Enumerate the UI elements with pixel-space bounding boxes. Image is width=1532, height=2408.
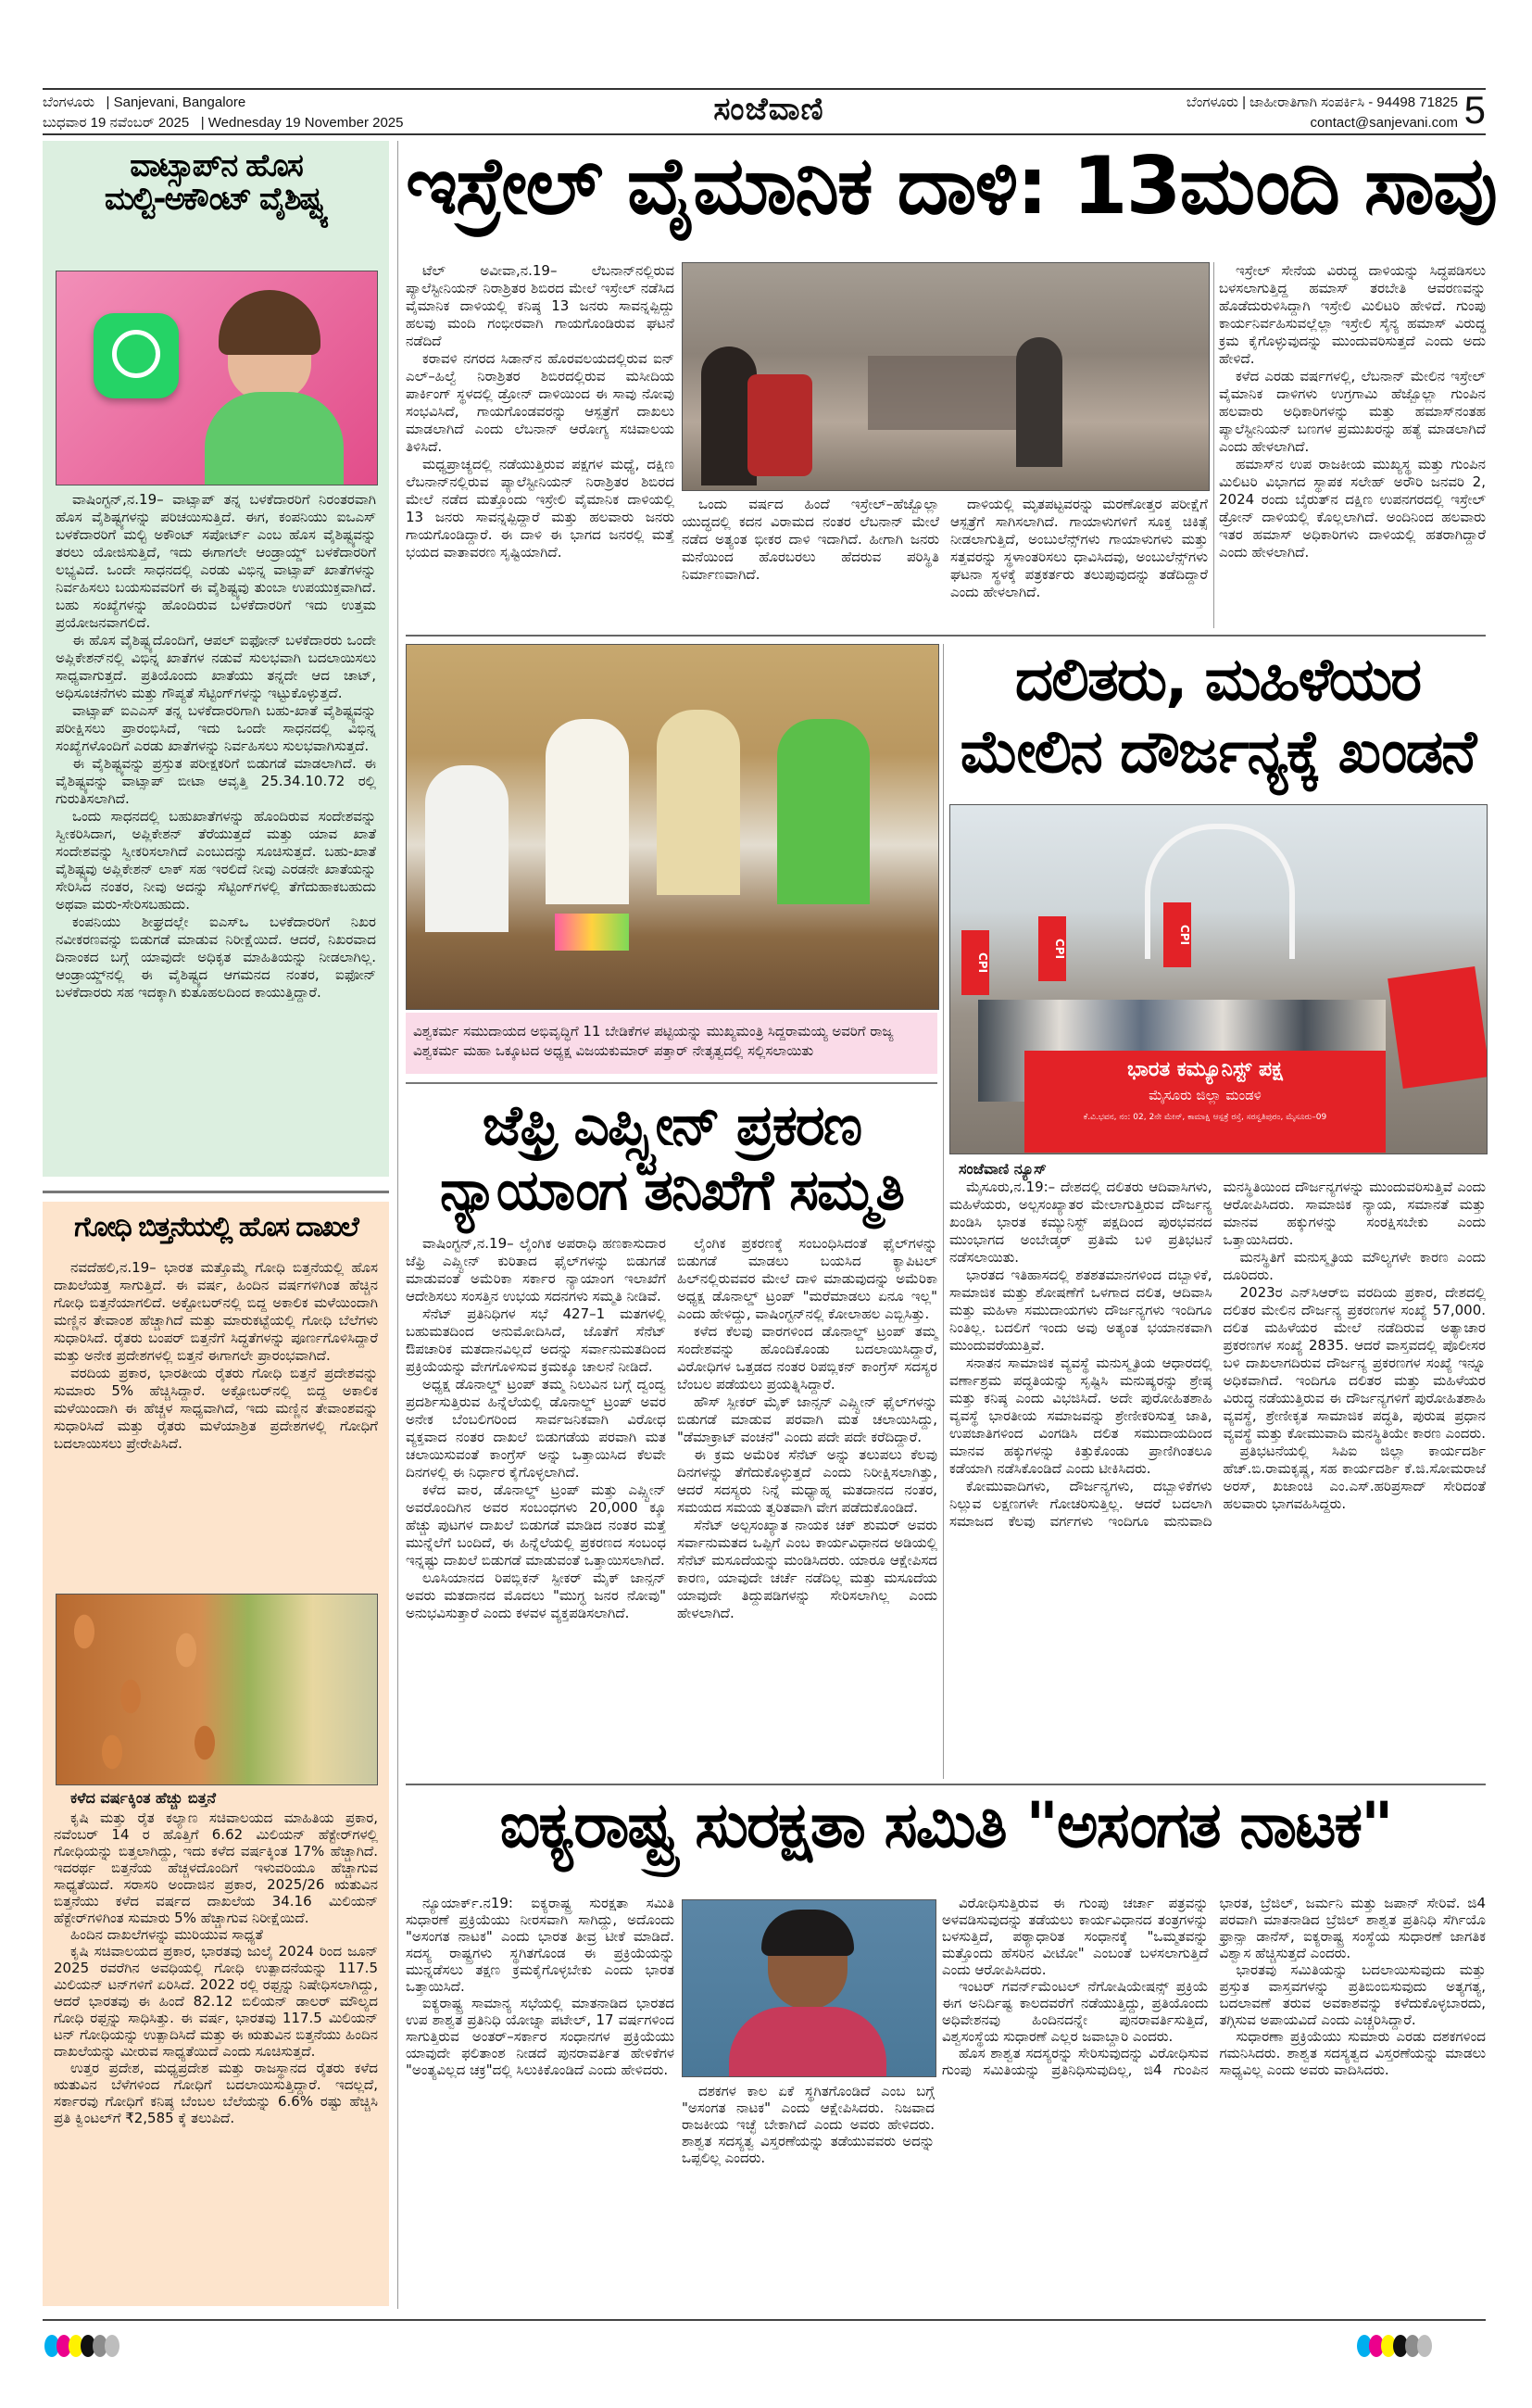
wheat-grain-photo [56, 1594, 378, 1785]
body-paragraph: ಇಂಟರ್ ಗವರ್ನ್‌ಮೆಂಟಲ್ ನೆಗೋಷಿಯೇಷನ್ಸ್ ಪ್ರಕ್ರಿಯೆ ಈಗ ಅನಿರ್ದಿಷ್ಟ ಕಾಲದವರೆಗೆ ನಡೆಯುತ್ತಿದ್ದು, ಪ್ರತಿಯೊಂದು ಅಧಿವೇಶನವು ಹಿಂದಿನದನ್ನೇ ಪುನರಾವರ್ತಿಸುತ್ತಿದೆ, ವಿಶ್ವಸಂಸ್ಥೆಯ ಸುಧಾರಣೆ ಎಲ್ಲರ ಜವಾಬ್ದಾರಿ ಎಂದರು. [942, 1978, 1209, 2045]
israel-rubble-photo [682, 262, 1210, 491]
body-paragraph: ಕಂಪನಿಯು ಶೀಘ್ರದಲ್ಲೇ ಐಎಸ್‌ಒ ಬಳಕೆದಾರರಿಗೆ ನಿಖರ ನವೀಕರಣವನ್ನು ಬಿಡುಗಡೆ ಮಾಡುವ ನಿರೀಕ್ಷೆಯಿದೆ. ಆದರೆ, ನಿಖರವಾದ ದಿನಾಂಕದ ಬಗ್ಗೆ ಯಾವುದೇ ಅಧಿಕೃತ ಮಾಹಿತಿಯನ್ನು ನೀಡಲಾಗಿಲ್ಲ. ಆಂಡ್ರಾಯ್ಡ್‌ನಲ್ಲಿ ಈ ವೈಶಿಷ್ಟ್ಯದ ಆಗಮನದ ನಂತರ, ಐಫೋನ್ ಬಳಕೆದಾರರು ಸಹ ಇದಕ್ಕಾಗಿ ಕುತೂಹಲದಿಂದ ಕಾಯುತ್ತಿದ್ದಾರೆ. [56, 914, 376, 1001]
body-paragraph: ಮೈಸೂರು,ನ.19:– ದೇಶದಲ್ಲಿ ದಲಿತರು ಆದಿವಾಸಿಗಳು, ಮಹಿಳೆಯರು, ಅಲ್ಪಸಂಖ್ಯಾತರ ಮೇಲಾಗುತ್ತಿರುವ ದೌರ್ಜನ್ಯ ಖಂಡಿಸಿ ಭಾರತ ಕಮ್ಯುನಿಸ್ಟ್ ಪಕ್ಷದಿಂದ ಪುರಭವನದ ಮುಂಭಾಗದ ಅಂಬೇಡ್ಕರ್ ಪ್ರತಿಮೆ ಬಳಿ ಪ್ರತಿಭಟನೆ ನಡೆಸಲಾಯಿತು. [949, 1179, 1212, 1266]
wheat-subhead: ಕಳೆದ ವರ್ಷಕ್ಕಿಂತ ಹೆಚ್ಚು ಬಿತ್ತನೆ [70, 1789, 217, 1807]
whatsapp-headline [52, 147, 380, 218]
registration-dot [105, 2335, 119, 2357]
dalit-byline: ಸಂಜೆವಾಣಿ ನ್ಯೂಸ್ [959, 1160, 1047, 1178]
israel-body-col1 [406, 262, 674, 561]
epstein-headline-line2: ನ್ಯಾಯಾಂಗ ತನಿಖೆಗೆ ಸಮ್ಮತಿ [439, 1158, 904, 1223]
cpi-protest-photo [949, 804, 1488, 1154]
logo-text: ಸಂಜೆವಾಣಿ [713, 91, 824, 128]
cpi-flag: CPI [961, 930, 989, 995]
un-headline: ಐಕ್ಯರಾಷ್ಟ್ರ ಸುರಕ್ಷತಾ ಸಮಿತಿ "ಅಸಂಗತ ನಾಟಕ" [499, 1789, 1392, 1862]
banner-party: ಭಾರತ ಕಮ್ಯೂನಿಸ್ಟ್ ಪಕ್ಷ [1127, 1058, 1283, 1081]
speaker-hair [761, 1910, 854, 1956]
body-paragraph: ಉತ್ತರ ಪ್ರದೇಶ, ಮಧ್ಯಪ್ರದೇಶ ಮತ್ತು ರಾಜಸ್ಥಾನದ ರೈತರು ಕಳೆದ ಋತುವಿನ ಬೆಳೆಗಳಿಂದ ಗೋಧಿಗೆ ಬದಲಾಯಿಸುತ್ತಿದ್ದಾರೆ. ಇದಲ್ಲದೆ, ಸರ್ಕಾರವು ಗೋಧಿಗೆ ಕನಿಷ್ಠ ಬೆಂಬಲ ಬೆಲೆಯನ್ನು 6.6% ರಷ್ಟು ಹೆಚ್ಚಿಸಿ ಪ್ರತಿ ಕ್ವಿಂಟಲ್‌ಗೆ ₹2,585 ಕ್ಕೆ ತಲುಪಿದೆ. [54, 2060, 378, 2126]
body-paragraph: ಸೆನೆಟ್ ಪ್ರತಿನಿಧಿಗಳ ಸಭೆ 427–1 ಮತಗಳಲ್ಲಿ ಬಹುಮತದಿಂದ ಅನುಮೋದಿಸಿದೆ, ಜೊತೆಗೆ ಸೆನೆಟ್ ಔಪಚಾರಿಕ ಮತದಾನವಿಲ್ಲದೆ ಅದನ್ನು ಸರ್ವಾನುಮತದಿಂದ ಪ್ರಕ್ರಿಯೆಯನ್ನು ವೇಗಗೊಳಿಸುವ ಕ್ರಮಕ್ಕೂ ಚಾಲನೆ ನೀಡಿದೆ. [406, 1305, 666, 1375]
body-paragraph: ಕೃಷಿ ಸಚಿವಾಲಯದ ಪ್ರಕಾರ, ಭಾರತವು ಜುಲೈ 2024 ರಿಂದ ಜೂನ್ 2025 ರವರೆಗಿನ ಅವಧಿಯಲ್ಲಿ ಗೋಧಿ ಉತ್ಪಾದನೆಯನ್ನು 117.5 ಮಿಲಿಯನ್ ಟನ್‌ಗಳಿಗೆ ಏರಿಸಿದೆ. 2022 ರಲ್ಲಿ ರಫ್ತನ್ನು ನಿಷೇಧಿಸಲಾಗಿದ್ದು, ಆದರೆ ಭಾರತವು ಈ ಹಿಂದೆ 82.12 ಬಿಲಿಯನ್ ಡಾಲರ್ ಮೌಲ್ಯದ ಗೋಧಿ ರಫ್ತನ್ನು ಸಾಧಿಸಿತ್ತು. ಈ ವರ್ಷ, ಭಾರತವು 117.5 ಮಿಲಿಯನ್ ಟನ್ ಗೋಧಿಯನ್ನು ಉತ್ಪಾದಿಸಿದೆ ಮತ್ತು ಈ ಋತುವಿನ ಬಿತ್ತನೆಯು ಹಿಂದಿನ ದಾಖಲೆಯನ್ನು ಮೀರುವ ಸಾಧ್ಯತೆಯಿದೆ ಎಂದು ಸೂಚಿಸುತ್ತದೆ. [54, 1943, 378, 2060]
body-paragraph: ಕಳೆದ ಎರಡು ವರ್ಷಗಳಲ್ಲಿ, ಲೆಬನಾನ್ ಮೇಲಿನ ಇಸ್ರೇಲ್ ವೈಮಾನಿಕ ದಾಳಿಗಳು ಉಗ್ರಗಾಮಿ ಹೆಜ್ಬೊಲ್ಲಾ ಗುಂಪಿನ ಹಲವಾರು ಅಧಿಕಾರಿಗಳನ್ನು ಮತ್ತು ಹಮಾಸ್‌ನಂತಹ ಪ್ಯಾಲೆಸ್ಟೀನಿಯನ್ ಬಣಗಳ ಪ್ರಮುಖರನ್ನು ಹತ್ಯೆ ಮಾಡಲಾಗಿದೆ ಎಂದು ಹೇಳಲಾಗಿದೆ. [1219, 368, 1486, 455]
body-paragraph: ನವದೆಹಲಿ,ನ.19– ಭಾರತ ಮತ್ತೊಮ್ಮೆ ಗೋಧಿ ಬಿತ್ತನೆಯಲ್ಲಿ ಹೊಸ ದಾಖಲೆಯತ್ತ ಸಾಗುತ್ತಿದೆ. ಈ ವರ್ಷ, ಹಿಂದಿನ ವರ್ಷಗಳಿಗಿಂತ ಹೆಚ್ಚಿನ ಗೋಧಿ ಬಿತ್ತನೆಯಾಗಲಿದೆ. ಅಕ್ಟೋಬರ್‌ನಲ್ಲಿ ಬಿದ್ದ ಅಕಾಲಿಕ ಮಳೆಯಿಂದಾಗಿ ಮಣ್ಣಿನ ತೇವಾಂಶ ಹೆಚ್ಚಾಗಿದೆ ಮತ್ತು ಮಾರುಕಟ್ಟೆಯಲ್ಲಿ ಗೋಧಿ ಬೆಲೆಗಳು ಸುಧಾರಿಸಿದೆ. ರೈತರು ಬಂಪರ್ ಬಿತ್ತನೆಗೆ ಸಿದ್ಧತೆಗಳನ್ನು ಪೂರ್ಣಗೊಳಿಸಿದ್ದಾರೆ ಮತ್ತು ಅನೇಕ ಪ್ರದೇಶಗಳಲ್ಲಿ ಬಿತ್ತನೆ ಈಗಾಗಲೇ ಪ್ರಾರಂಭವಾಗಿದೆ. [54, 1259, 378, 1364]
body-paragraph: ಮಧ್ಯಪ್ರಾಚ್ಯದಲ್ಲಿ ನಡೆಯುತ್ತಿರುವ ಪಕ್ಷಗಳ ಮಧ್ಯೆ, ದಕ್ಷಿಣ ಲೆಬನಾನ್‌ನಲ್ಲಿರುವ ಪ್ಯಾಲೆಸ್ಟೀನಿಯನ್ ನಿರಾಶ್ರಿತರ ಶಿಬಿರದ ಮೇಲೆ ನಡೆದ ಮತ್ತೊಂದು ಇಸ್ರೇಲಿ ವೈಮಾನಿಕ ದಾಳಿಯಲ್ಲಿ 13 ಜನರು ಸಾವನ್ನಪ್ಪಿದ್ದಾರೆ ಮತ್ತು ಹಲವಾರು ಜನರು ಗಾಯಗೊಂಡಿದ್ದಾರೆ. ಈ ದಾಳಿ ಈ ಭಾಗದ ಜನರಲ್ಲಿ ಮತ್ತೆ ಭಯದ ವಾತಾವರಣ ಸೃಷ್ಟಿಯಾಗಿದೆ. [406, 456, 674, 561]
body-paragraph: ಕೋಮುವಾದಿಗಳು, ದೌರ್ಜನ್ಯಗಳು, ದಬ್ಬಾಳಿಕೆಗಳು ನಿಲ್ಲುವ ಲಕ್ಷಣಗಳೇ ಗೋಚರಿಸುತ್ತಿಲ್ಲ. ಆದರೆ ಬದಲಾಗಿ ಸಮಾಜದ ಕೆಲವು ವರ್ಗಗಳು ಇಂದಿಗೂ ಮನುವಾದಿ ಮನಸ್ಥಿತಿಯಿಂದ ದೌರ್ಜನ್ಯಗಳನ್ನು ಮುಂದುವರಿಸುತ್ತಿವೆ ಎಂದು ಆರೋಪಿಸಿದರು. ಸಾಮಾಜಿಕ ನ್ಯಾಯ, ಸಮಾನತೆ ಮತ್ತು ಮಾನವ ಹಕ್ಕುಗಳನ್ನು ಸಂರಕ್ಷಿಸಬೇಕು ಎಂದು ಒತ್ತಾಯಿಸಿದರು. [949, 1179, 1486, 1530]
body-paragraph: ನ್ಯೂಯಾರ್ಕ್.ನ19: ಐಕ್ಯರಾಷ್ಟ್ರ ಸುರಕ್ಷತಾ ಸಮಿತಿ ಸುಧಾರಣೆ ಪ್ರಕ್ರಿಯೆಯು ನೀರಸವಾಗಿ ಸಾಗಿದ್ದು, ಅದೊಂದು "ಅಸಂಗತ ನಾಟಕ" ಎಂದು ಭಾರತ ತೀವ್ರ ಟೀಕೆ ಮಾಡಿದೆ. ಸದಸ್ಯ ರಾಷ್ಟ್ರಗಳು ಸ್ಥಗಿತಗೊಂಡ ಈ ಪ್ರಕ್ರಿಯೆಯನ್ನು ಮುನ್ನಡೆಸಲು ತಕ್ಷಣ ಕ್ರಮಕೈಗೊಳ್ಳಬೇಕು ಎಂದು ಭಾರತ ಒತ್ತಾಯಿಸಿದೆ. [406, 1895, 674, 1995]
caption-rule [406, 1082, 937, 1084]
body-paragraph: ವಾಷಿಂಗ್ಟನ್,ನ.19– ವಾಟ್ಸಾಪ್ ತನ್ನ ಬಳಕೆದಾರರಿಗೆ ನಿರಂತರವಾಗಿ ಹೊಸ ವೈಶಿಷ್ಟ್ಯಗಳನ್ನು ಪರಿಚಯಿಸುತ್ತಿದೆ. ಈಗ, ಕಂಪನಿಯು ಐಒಎಸ್ ಬಳಕೆದಾರರಿಗೆ ಮಲ್ಟಿ ಅಕೌಂಟ್ ಸಪೋರ್ಟ್ ಎಂಬ ಹೊಸ ವೈಶಿಷ್ಟ್ಯವನ್ನು ತರಲು ಯೋಜಿಸುತ್ತಿದೆ, ಇದು ಈಗಾಗಲೇ ಆಂಡ್ರಾಯ್ಡ್ ಬಳಕೆದಾರರಿಗೆ ಲಭ್ಯವಿದೆ. ಒಂದೇ ಸಾಧನದಲ್ಲಿ ಎರಡು ವಿಭಿನ್ನ ವಾಟ್ಸಾಪ್ ಖಾತೆಗಳನ್ನು ನಿರ್ವಹಿಸಲು ಬಯಸುವವರಿಗೆ ಈ ವೈಶಿಷ್ಟ್ಯವು ತುಂಬಾ ಉಪಯುಕ್ತವಾಗಿದೆ. ಬಹು ಸಂಖ್ಯೆಗಳನ್ನು ಹೊಂದಿರುವ ಬಳಕೆದಾರರಿಗೆ ಇದು ಉತ್ತಮ ಪ್ರಯೋಜನವಾಗಲಿದೆ. [56, 491, 376, 631]
header-top-rule [43, 88, 1486, 90]
body-paragraph: ವಿರೋಧಿಸುತ್ತಿರುವ ಈ ಗುಂಪು ಚರ್ಚಾ ಪತ್ರವನ್ನು ಅಳವಡಿಸುವುದನ್ನು ತಡೆಯಲು ಕಾರ್ಯವಿಧಾನದ ತಂತ್ರಗಳನ್ನು ಬಳಸುತ್ತಿದೆ, ಪಠ್ಯಾಧಾರಿತ ಸಂಧಾನಕ್ಕೆ "ಒಮ್ಮತವನ್ನು ಮತ್ತೊಂದು ಹೆಸರಿನ ವೀಟೋ" ಎಂಬಂತೆ ಬಳಸಲಾಗುತ್ತಿದೆ ಎಂದು ಆರೋಪಿಸಿದರು. [942, 1895, 1209, 1978]
body-paragraph: ಹೌಸ್ ಸ್ಪೀಕರ್ ಮೈಕ್ ಜಾನ್ಸನ್ ಎಪ್ಸ್ಟೀನ್ ಫೈಲ್‌ಗಳನ್ನು ಬಿಡುಗಡೆ ಮಾಡುವ ಪರವಾಗಿ ಮತ ಚಲಾಯಿಸಿದ್ದು, "ಡೆಮಾಕ್ರಾಟ್ ವಂಚನೆ" ಎಂದು ಪದೇ ಪದೇ ಕರೆದಿದ್ದಾರೆ. [677, 1393, 937, 1445]
person-figure-2 [1016, 337, 1062, 467]
registration-dot [1417, 2335, 1432, 2357]
body-paragraph: ಐಕ್ಯರಾಷ್ಟ್ರ ಸಾಮಾನ್ಯ ಸಭೆಯಲ್ಲಿ ಮಾತನಾಡಿದ ಭಾರತದ ಉಪ ಶಾಶ್ವತ ಪ್ರತಿನಿಧಿ ಯೋಜ್ನಾ ಪಟೇಲ್, 17 ವರ್ಷಗಳಿಂದ ಸಾಗುತ್ತಿರುವ ಅಂತರ್–ಸರ್ಕಾರ ಸಂಧಾನಗಳ ಪ್ರಕ್ರಿಯೆಯು ಯಾವುದೇ ಫಲಿತಾಂಶ ನೀಡದೆ ಪುನರಾವರ್ತಿತ ಹೇಳಿಕೆಗಳ "ಅಂತ್ಯವಿಲ್ಲದ ಚಕ್ರ"ದಲ್ಲಿ ಸಿಲುಕಿಕೊಂಡಿದೆ ಎಂದು ಹೇಳಿದರು. [406, 1995, 674, 2078]
vishwakarma-caption: ವಿಶ್ವಕರ್ಮ ಸಮುದಾಯದ ಅಭಿವೃದ್ಧಿಗೆ 11 ಬೇಡಿಕೆಗಳ ಪಟ್ಟಿಯನ್ನು ಮುಖ್ಯಮಂತ್ರಿ ಸಿದ್ದರಾಮಯ್ಯ ಅವರಿಗೆ ರಾಜ್ಯ ವಿಶ್ವಕರ್ಮ ಮಹಾ ಒಕ್ಕೂಟದ ಅಧ್ಯಕ್ಷ ವಿಜಯಕುಮಾರ್ ಪತ್ತಾರ್ ನೇತೃತ್ವದಲ್ಲಿ ಸಲ್ಲಿಸಲಾಯಿತು [406, 1013, 937, 1074]
contact-email[interactable]: contact@sanjevani.com [1310, 115, 1458, 131]
wheat-body [54, 1259, 378, 1453]
body-paragraph: ಹಿಂದಿನ ದಾಖಲೆಗಳನ್ನು ಮುರಿಯುವ ಸಾಧ್ಯತೆ [70, 1926, 263, 1943]
body-paragraph: ಒಂದು ಸಾಧನದಲ್ಲಿ ಬಹುಖಾತೆಗಳನ್ನು ಹೊಂದಿರುವ ಸಂದೇಶವನ್ನು ಸ್ವೀಕರಿಸಿದಾಗ, ಅಪ್ಲಿಕೇಶನ್ ತೆರೆಯುತ್ತದೆ ಮತ್ತು ಯಾವ ಖಾತೆ ಸಂದೇಶವನ್ನು ಸ್ವೀಕರಿಸಲಾಗಿದೆ ಎಂಬುದನ್ನು ಸೂಚಿಸುತ್ತದೆ. ಬಹು-ಖಾತೆ ವೈಶಿಷ್ಟ್ಯವು ಅಪ್ಲಿಕೇಶನ್ ಲಾಕ್ ಸಹ ಇರಲಿದೆ ನೀವು ಎರಡನೇ ಖಾತೆಯನ್ನು ಸೇರಿಸಿದ ನಂತರ, ನೀವು ಅದನ್ನು ಸೆಟ್ಟಿಂಗ್‌ಗಳಲ್ಲಿ ತೆಗೆದುಹಾಕಬಹುದು ಅಥವಾ ಮರು-ಸೇರಿಸಬಹುದು. [56, 808, 376, 913]
page-number: 5 [1463, 88, 1486, 132]
body-paragraph: ವಾಟ್ಸಾಪ್ ಐಎಎಸ್ ತನ್ನ ಬಳಕೆದಾರರಿಗಾಗಿ ಬಹು-ಖಾತೆ ವೈಶಿಷ್ಟ್ಯವನ್ನು ಪರೀಕ್ಷಿಸಲು ಪ್ರಾರಂಭಿಸಿದೆ, ಇದು ಒಂದೇ ಸಾಧನದಲ್ಲಿ ವಿಭಿನ್ನ ಸಂಖ್ಯೆಗಳೊಂದಿಗೆ ಎರಡು ಖಾತೆಗಳನ್ನು ನಿರ್ವಹಿಸಲು ಸುಲಭವಾಗಿಸುತ್ತದೆ. [56, 702, 376, 754]
wheat-body-2 [54, 1809, 378, 2126]
header-city: ಬೆಂಗಳೂರು [43, 95, 95, 110]
israel-bottom-rule [406, 635, 1486, 637]
hair [219, 290, 320, 355]
body-paragraph: ಪ್ರತಿಭಟನೆಯಲ್ಲಿ ಸಿಪಿಐ ಜಿಲ್ಲಾ ಕಾರ್ಯದರ್ಶಿ ಹೆಚ್.ಬಿ.ರಾಮಕೃಷ್ಣ, ಸಹ ಕಾರ್ಯದರ್ಶಿ ಕೆ.ಜಿ.ಸೋಮರಾಜೆ ಅರಸ್, ಖಜಾಂಚಿ ಎಂ.ಎಸ್.ಹರಿಪ್ರಸಾದ್ ಸೇರಿದಂತೆ ಹಲವಾರು ಭಾಗವಹಿಸಿದ್ದರು. [1223, 1443, 1486, 1512]
header-right [1187, 93, 1458, 133]
person-figure [425, 765, 509, 932]
un-speaker-photo [682, 1899, 936, 2077]
whatsapp-body [56, 491, 376, 1002]
body-paragraph: ಕರಾವಳಿ ನಗರದ ಸಿಡಾನ್‌ನ ಹೊರವಲಯದಲ್ಲಿರುವ ಐನ್ ಎಲ್–ಹಿಲ್ವೆ ನಿರಾಶ್ರಿತರ ಶಿಬಿರದಲ್ಲಿರುವ ಮಸೀದಿಯ ಪಾರ್ಕಿಂಗ್ ಸ್ಥಳದಲ್ಲಿ ಡ್ರೋನ್ ದಾಳಿಯಿಂದ ಈ ಸಾವು ನೋವು ಸಂಭವಿಸಿದೆ, ಗಾಯಗೊಂಡವರನ್ನು ಆಸ್ಪತ್ರೆಗೆ ದಾಖಲು ಮಾಡಲಾಗಿದೆ ಎಂದು ಲೆಬನಾನ್ ಆರೋಗ್ಯ ಸಚಿವಾಲಯ ತಿಳಿಸಿದೆ. [406, 350, 674, 455]
body-paragraph: ಈ ಕ್ರಮ ಅಮೆರಿಕ ಸೆನೆಟ್ ಅನ್ನು ತಲುಪಲು ಕೆಲವು ದಿನಗಳನ್ನು ತೆಗೆದುಕೊಳ್ಳುತ್ತದೆ ಎಂದು ನಿರೀಕ್ಷಿಸಲಾಗಿತ್ತು, ಆದರೆ ಸದಸ್ಯರು ನಿನ್ನೆ ಮಧ್ಯಾಹ್ನ ಮತದಾನದ ನಂತರ, ಸಮಯದ ಸಮಯ ತ್ವರಿತವಾಗಿ ವೇಗ ಪಡೆದುಕೊಂಡಿದೆ. [677, 1446, 937, 1516]
body-paragraph: ಟೆಲ್ ಅವೀವಾ,ನ.19– ಲೆಬನಾನ್‌ನಲ್ಲಿರುವ ಪ್ಯಾಲೆಸ್ಟೀನಿಯನ್ ನಿರಾಶ್ರಿತರ ಶಿಬಿರದ ಮೇಲೆ ಇಸ್ರೇಲ್ ನಡೆಸಿದ ವೈಮಾನಿಕ ದಾಳಿಯಲ್ಲಿ ಕನಿಷ್ಠ 13 ಜನರು ಸಾವನ್ನಪ್ಪಿದ್ದು ಹಲವು ಮಂದಿ ಗಂಭೀರವಾಗಿ ಗಾಯಗೊಂಡಿರುವ ಘಟನೆ ನಡೆದಿದೆ [406, 262, 674, 349]
header-left [43, 93, 403, 133]
body-paragraph: ದಶಕಗಳ ಕಾಲ ಏಕೆ ಸ್ಥಗಿತಗೊಂಡಿದೆ ಎಂಬ ಬಗ್ಗೆ "ಅಸಂಗತ ನಾಟಕ" ಎಂದು ಆಕ್ಷೇಪಿಸಿದರು. ನಿಜವಾದ ರಾಜಕೀಯ ಇಚ್ಛೆ ಬೇಕಾಗಿದೆ ಎಂದು ಅವರು ಹೇಳಿದರು. ಶಾಶ್ವತ ಸದಸ್ಯತ್ವ ವಿಸ್ತರಣೆಯನ್ನು ತಡೆಯುವವರು ಅದನ್ನು ಒಪ್ಪಲಿಲ್ಲ ಎಂದರು. [682, 2083, 935, 2166]
vishwakarma-photo [406, 644, 939, 1010]
dalit-headline [949, 644, 1486, 788]
whatsapp-headline-line2: ಮಲ್ಟಿ-ಅಕೌಂಟ್ ವೈಶಿಷ್ಟ್ಯ [104, 180, 328, 218]
colored-papers [555, 914, 629, 951]
body-paragraph: ವರದಿಯ ಪ್ರಕಾರ, ಭಾರತೀಯ ರೈತರು ಗೋಧಿ ಬಿತ್ತನೆ ಪ್ರದೇಶವನ್ನು ಸುಮಾರು 5% ಹೆಚ್ಚಿಸಿದ್ದಾರೆ. ಅಕ್ಟೋಬರ್‌ನಲ್ಲಿ ಬಿದ್ದ ಅಕಾಲಿಕ ಮಳೆಯಿಂದಾಗಿ ಈ ಹೆಚ್ಚಳ ಸಾಧ್ಯವಾಗಿದೆ, ಇದು ಮಣ್ಣಿನ ತೇವಾಂಶವನ್ನು ಸುಧಾರಿಸಿದೆ ಮತ್ತು ರೈತರು ಮಳೆಯಾಶ್ರಿತ ಪ್ರದೇಶಗಳಲ್ಲಿ ಗೋಧಿಗೆ ಬದಲಾಯಿಸಲು ಪ್ರೇರೇಪಿಸಿದೆ. [54, 1365, 378, 1452]
left-column-divider [43, 1191, 389, 1193]
body-paragraph: ಮನಸ್ಥಿತಿಗೆ ಮನುಸ್ಮೃತಿಯ ಮೌಲ್ಯಗಳೇ ಕಾರಣ ಎಂದು ದೂರಿದರು. [1223, 1249, 1486, 1283]
column-divider [397, 141, 398, 2309]
un-body-col2 [682, 2083, 935, 2166]
body-paragraph: 2023ರ ಎನ್‌ಸಿಆರ್‌ಬಿ ವರದಿಯ ಪ್ರಕಾರ, ದೇಶದಲ್ಲಿ ದಲಿತರ ಮೇಲಿನ ದೌರ್ಜನ್ಯ ಪ್ರಕರಣಗಳ ಸಂಖ್ಯೆ 57,000. ದಲಿತ ಮಹಿಳೆಯರ ಮೇಲೆ ನಡೆದಿರುವ ಅತ್ಯಾಚಾರ ಪ್ರಕರಣಗಳ ಸಂಖ್ಯೆ 2835. ಆದರೆ ವಾಸ್ತವದಲ್ಲಿ ಪೊಲೀಸರ ಬಳಿ ದಾಖಲಾಗದಿರುವ ದೌರ್ಜನ್ಯ ಪ್ರಕರಣಗಳ ಸಂಖ್ಯೆ ಇನ್ನೂ ಅಧಿಕವಾಗಿದೆ. ಇಂದಿಗೂ ದಲಿತರ ಮತ್ತು ಮಹಿಳೆಯರ ವಿರುದ್ಧ ನಡೆಯುತ್ತಿರುವ ಈ ದೌರ್ಜನ್ಯಗಳಿಗೆ ಪುರೋಹಿತಶಾಹಿ ವ್ಯವಸ್ಥೆ, ಶ್ರೇಣೀಕೃತ ಸಾಮಾಜಿಕ ಪದ್ಧತಿ, ಪುರುಷ ಪ್ರಧಾನ ವ್ಯವಸ್ಥೆ ಮತ್ತು ಕೋಮುವಾದಿ ಮನಸ್ಥಿತಿಯೇ ಕಾರಣ ಎಂದರು. [1223, 1284, 1486, 1442]
body-paragraph: ಈ ವೈಶಿಷ್ಟ್ಯವನ್ನು ಪ್ರಸ್ತುತ ಪರೀಕ್ಷಕರಿಗೆ ಬಿಡುಗಡೆ ಮಾಡಲಾಗಿದೆ. ಈ ವೈಶಿಷ್ಟ್ಯವನ್ನು ವಾಟ್ಸಾಪ್ ಬೀಟಾ ಆವೃತ್ತಿ 25.34.10.72 ರಲ್ಲಿ ಗುರುತಿಸಲಾಗಿದೆ. [56, 755, 376, 807]
green-shirt [205, 392, 344, 485]
whatsapp-article [43, 141, 389, 1177]
body-paragraph: ಅಧ್ಯಕ್ಷ ಡೊನಾಲ್ಡ್ ಟ್ರಂಪ್ ತಮ್ಮ ನಿಲುವಿನ ಬಗ್ಗೆ ದ್ವಂದ್ವ ಪ್ರದರ್ಶಿಸುತ್ತಿರುವ ಹಿನ್ನೆಲೆಯಲ್ಲಿ ಡೊನಾಲ್ಡ್ ಟ್ರಂಪ್ ಅವರ ಅನೇಕ ಬೆಂಬಲಿಗರಿಂದ ಸಾರ್ವಜನಿಕವಾಗಿ ವಿರೋಧ ವ್ಯಕ್ತವಾದ ನಂತರ ದಾಖಲೆ ಬಿಡುಗಡೆಯ ಪರವಾಗಿ ಮತ ಚಲಾಯಿಸುವಂತೆ ಕಾಂಗ್ರೆಸ್ ಅನ್ನು ಒತ್ತಾಯಿಸಿದ ಕೆಲವೇ ದಿನಗಳಲ್ಲಿ ಈ ನಿರ್ಧಾರ ಕೈಗೊಳ್ಳಲಾಗಿದೆ. [406, 1376, 666, 1481]
person-figure [657, 710, 740, 895]
israel-headline: ಇಸ್ರೇಲ್ ವೈಮಾನಿಕ ದಾಳಿ: 13ಮಂದಿ ಸಾವು [406, 140, 1496, 233]
cpi-flag: CPI [1163, 902, 1191, 967]
dalit-body [949, 1179, 1486, 1531]
body-paragraph: ಹೊಸ ಶಾಶ್ವತ ಸದಸ್ಯರನ್ನು ಸೇರಿಸುವುದನ್ನು ವಿರೋಧಿಸುವ ಗುಂಪು ಸಮಿತಿಯನ್ನು ಪ್ರತಿನಿಧಿಸುವುದಿಲ್ಲ, ಜಿ4 ಗುಂಪಿನ ಭಾರತ, ಬ್ರೆಜಿಲ್, ಜರ್ಮನಿ ಮತ್ತು ಜಪಾನ್ ಸೇರಿವೆ. ಜಿ4 ಪರವಾಗಿ ಮಾತನಾಡಿದ ಬ್ರೆಜಿಲ್ ಶಾಶ್ವತ ಪ್ರತಿನಿಧಿ ಸೆರ್ಗಿಯೊ ಫ್ರಾನ್ಸಾ ಡಾನೆಸ್, ಐಕ್ಯರಾಷ್ಟ್ರ ಸಂಸ್ಥೆಯ ಸುಧಾರಣೆ ಜಾಗತಿಕ ವಿಶ್ವಾಸ ಹೆಚ್ಚಿಸುತ್ತದೆ ಎಂದರು. [942, 1895, 1486, 2078]
wheat-headline: ಗೋಧಿ ಬಿತ್ತನೆಯಲ್ಲಿ ಹೊಸ ದಾಖಲೆ [74, 1211, 358, 1243]
speaker-outfit [729, 2007, 886, 2077]
color-registration-marks-left [44, 2335, 117, 2361]
body-paragraph: ಕೃಷಿ ಮತ್ತು ರೈತ ಕಲ್ಯಾಣ ಸಚಿವಾಲಯದ ಮಾಹಿತಿಯ ಪ್ರಕಾರ, ನವೆಂಬರ್ 14 ರ ಹೊತ್ತಿಗೆ 6.62 ಮಿಲಿಯನ್ ಹೆಕ್ಟೇರ್‌ಗಳಲ್ಲಿ ಗೋಧಿಯನ್ನು ಬಿತ್ತಲಾಗಿದ್ದು, ಇದು ಕಳೆದ ವರ್ಷಕ್ಕಿಂತ 17% ಹೆಚ್ಚಾಗಿದೆ. ಇದರರ್ಥ ಬಿತ್ತನೆಯ ಹೆಚ್ಚಳದೊಂದಿಗೆ ಇಳುವರಿಯೂ ಹೆಚ್ಚಾಗುವ ಸಾಧ್ಯತೆಯಿದೆ. ಸರಾಸರಿ ಅಂದಾಜಿನ ಪ್ರಕಾರ, 2025/26 ಋತುವಿನ ಬಿತ್ತನೆಯು ಕಳೆದ ವರ್ಷದ ದಾಖಲೆಯ 34.16 ಮಿಲಿಯನ್ ಹೆಕ್ಟೇರ್‌ಗಳಿಗಿಂತ ಸುಮಾರು 5% ಹೆಚ್ಚಾಗುವ ನಿರೀಕ್ಷೆಯಿದೆ. [54, 1809, 378, 1926]
un-top-rule [406, 1784, 1486, 1785]
header-date-kn: ಬುಧವಾರ 19 ನವೆಂಬರ್ 2025 [43, 115, 190, 131]
body-paragraph: ಲೂಸಿಯಾನದ ರಿಪಬ್ಲಿಕನ್ ಸ್ಪೀಕರ್ ಮೈಕ್ ಜಾನ್ಸನ್ ಅವರು ಮತದಾನದ ಮೊದಲು "ಮುಗ್ಧ ಜನರ ನೋವು" ಅನುಭವಿಸುತ್ತಾರೆ ಎಂದು ಕಳವಳ ವ್ಯಕ್ತಪಡಿಸಲಾಗಿದೆ. [406, 1570, 666, 1621]
body-paragraph: ಭಾರತವು ಸಮಿತಿಯನ್ನು ಬದಲಾಯಿಸುವುದು ಮತ್ತು ಪ್ರಸ್ತುತ ವಾಸ್ತವಗಳನ್ನು ಪ್ರತಿಬಿಂಬಿಸುವುದು ಅತ್ಯಗತ್ಯ, ಬದಲಾವಣೆ ತರುವ ಅವಕಾಶವನ್ನು ಕಳೆದುಕೊಳ್ಳಬಾರದು, ತಗ್ಗಿಸುವ ಅಪಾಯವಿದೆ ಎಂದು ಎಚ್ಚರಿಸಿದ್ದಾರೆ. [1219, 1961, 1486, 2028]
body-paragraph: ಕಳೆದ ವಾರ, ಡೊನಾಲ್ಡ್ ಟ್ರಂಪ್ ಮತ್ತು ಎಪ್ಸ್ಟೀನ್ ಅವರೊಂದಿಗಿನ ಅವರ ಸಂಬಂಧಗಳು 20,000 ಕ್ಕೂ ಹೆಚ್ಚು ಪುಟಗಳ ದಾಖಲೆ ಬಿಡುಗಡೆ ಮಾಡಿದ ನಂತರ ಮತ್ತೆ ಮುನ್ನೆಲೆಗೆ ಬಂದಿದೆ, ಈ ಹಿನ್ನೆಲೆಯಲ್ಲಿ ಪ್ರಕರಣದ ಸಂಬಂಧ ಇನ್ನಷ್ಟು ದಾಖಲೆ ಬಿಡುಗಡೆ ಮಾಡುವಂತೆ ಒತ್ತಾಯಿಸಲಾಗಿದೆ. [406, 1481, 666, 1569]
red-bag [747, 374, 812, 476]
column-divider-2 [943, 644, 944, 1779]
israel-body-col3 [1219, 262, 1486, 561]
body-paragraph: ಸುಧಾರಣಾ ಪ್ರಕ್ರಿಯೆಯು ಸುಮಾರು ಎರಡು ದಶಕಗಳಿಂದ ಗಮನಿಸಿದರು. ಶಾಶ್ವತ ಸದಸ್ಯತ್ವದ ವಿಸ್ತರಣೆಯನ್ನು ಮಾಡಲು ಸಾಧ್ಯವಿಲ್ಲ ಎಂದು ಅವರು ವಾದಿಸಿದರು. [1219, 2028, 1486, 2078]
cpi-banner [1024, 1051, 1386, 1153]
whatsapp-logo-icon [94, 313, 179, 398]
body-paragraph: ಕಳೆದ ಕೆಲವು ವಾರಗಳಿಂದ ಡೊನಾಲ್ಡ್ ಟ್ರಂಪ್ ತಮ್ಮ ಸಂದೇಶವನ್ನು ಹೊಂದಿಕೊಂಡು ಬದಲಾಯಿಸಿದ್ದಾರೆ, ವಿರೋಧಿಗಳ ಒತ್ತಡದ ನಂತರ ರಿಪಬ್ಲಿಕನ್ ಕಾಂಗ್ರೆಸ್ ಸದಸ್ಯರ ಬೆಂಬಲ ಪಡೆಯಲು ಪ್ರಯತ್ನಿಸಿದ್ದಾರೆ. [677, 1323, 937, 1393]
person-figure [777, 719, 870, 904]
dalit-headline-line2: ಮೇಲಿನ ದೌರ್ಜನ್ಯಕ್ಕೆ ಖಂಡನೆ [960, 718, 1475, 787]
israel-col-divider [1213, 262, 1214, 628]
body-paragraph: ದಾಳಿಯಲ್ಲಿ ಮೃತಪಟ್ಟವರನ್ನು ಮರಣೋತ್ತರ ಪರೀಕ್ಷೆಗೆ ಆಸ್ಪತ್ರೆಗೆ ಸಾಗಿಸಲಾಗಿದೆ. ಗಾಯಾಳುಗಳಿಗೆ ಸೂಕ್ತ ಚಿಕಿತ್ಸೆ ನೀಡಲಾಗುತ್ತಿದೆ, ಅಂಬುಲೆನ್ಸ್‌ಗಳು ಗಾಯಾಳುಗಳು ಮತ್ತು ಸತ್ತವರನ್ನು ಸ್ಥಳಾಂತರಿಸಲು ಧಾವಿಸಿದವು, ಅಂಬುಲೆನ್ಸ್‌ಗಳು ಘಟನಾ ಸ್ಥಳಕ್ಕೆ ಪತ್ರಕರ್ತರು ತಲುಪುವುದನ್ನು ತಡೆದಿದ್ದಾರೆ ಎಂದು ಹೇಳಲಾಗಿದೆ. [950, 496, 1208, 600]
body-paragraph: ಇಸ್ರೇಲ್ ಸೇನೆಯ ವಿರುದ್ಧ ದಾಳಿಯನ್ನು ಸಿದ್ಧಪಡಿಸಲು ಬಳಸಲಾಗುತ್ತಿದ್ದ ಹಮಾಸ್ ತರಬೇತಿ ಆವರಣವನ್ನು ಹೊಡೆದುರುಳಿಸಿದ್ದಾಗಿ ಇಸ್ರೇಲಿ ಮಿಲಿಟರಿ ಹೇಳಿದೆ. ಗುಂಪು ಕಾರ್ಯನಿರ್ವಹಿಸುವಲ್ಲೆಲ್ಲಾ ಇಸ್ರೇಲಿ ಸೈನ್ಯ ಹಮಾಸ್ ವಿರುದ್ಧ ಕ್ರಮ ಕೈಗೊಳ್ಳುವುದನ್ನು ಮುಂದುವರಿಸುತ್ತದೆ ಎಂದು ಅದು ಹೇಳಿದೆ. [1219, 262, 1486, 367]
un-body-col1 [406, 1895, 674, 2078]
cpi-flag: CPI [1038, 916, 1066, 981]
header-right-city: ಬೆಂಗಳೂರು [1186, 95, 1238, 110]
footer-rule [43, 2319, 1486, 2321]
red-flag [1388, 966, 1488, 1089]
header-date-en: | Wednesday 19 November 2025 [200, 115, 404, 131]
whatsapp-headline-line1: ವಾಟ್ಸಾಪ್‌ನ ಹೊಸ [130, 147, 302, 184]
wheat-article [43, 1202, 389, 2306]
whatsapp-photo [56, 271, 378, 485]
body-paragraph: ಸನಾತನ ಸಾಮಾಜಿಕ ವ್ಯವಸ್ಥೆ ಮನುಸ್ಮೃತಿಯ ಆಧಾರದಲ್ಲಿ ವರ್ಣಾಶ್ರಮ ಪದ್ಧತಿಯನ್ನು ಸೃಷ್ಟಿಸಿ ಮನುಷ್ಯರನ್ನು ಶ್ರೇಷ್ಠ ಮತ್ತು ಕನಿಷ್ಠ ಎಂದು ವಿಭಜಿಸಿದೆ. ಅದೇ ಪುರೋಹಿತಶಾಹಿ ವ್ಯವಸ್ಥೆ ಭಾರತೀಯ ಸಮಾಜವನ್ನು ಶ್ರೇಣೀಕರಿಸುತ್ತ ಜಾತಿ, ಉಪಜಾತಿಗಳಿಂದ ವಿಂಗಡಿಸಿ ದಲಿತ ಸಮುದಾಯದಿಂದ ಮಾನವ ಹಕ್ಕುಗಳನ್ನು ಕಿತ್ತುಕೊಂಡು ಪ್ರಾಣಿಗಿಂತಲೂ ಕಡೆಯಾಗಿ ನಡೆಸಿಕೊಂಡಿದೆ ಎಂದು ಟೀಕಿಸಿದರು. [949, 1355, 1212, 1477]
epstein-headline [406, 1093, 937, 1223]
masthead-logo [672, 91, 866, 128]
body-paragraph: ಒಂದು ವರ್ಷದ ಹಿಂದೆ ಇಸ್ರೇಲ್–ಹೆಜ್ಬೊಲ್ಲಾ ಯುದ್ಧದಲ್ಲಿ ಕದನ ವಿರಾಮದ ನಂತರ ಲೆಬನಾನ್ ಮೇಲೆ ನಡೆದ ಅತ್ಯಂತ ಭೀಕರ ದಾಳಿ ಇದಾಗಿದೆ. ಹೀಗಾಗಿ ಜನರು ಮನೆಯಿಂದ ಹೊರಬರಲು ಹೆದರುವ ಪರಿಸ್ಥಿತಿ ನಿರ್ಮಾಣವಾಗಿದೆ. [682, 496, 939, 583]
israel-body-col2 [682, 496, 1208, 601]
person-figure [546, 719, 629, 904]
body-paragraph: ಸೆನೆಟ್ ಅಲ್ಪಸಂಖ್ಯಾತ ನಾಯಕ ಚಕ್ ಶುಮರ್ ಅವರು ಸರ್ವಾನುಮತದ ಒಪ್ಪಿಗೆ ಎಂಬ ಕಾರ್ಯವಿಧಾನದ ಅಡಿಯಲ್ಲಿ ಸೆನೆಟ್ ಮಸೂದೆಯನ್ನು ಮಂಡಿಸಿದರು. ಯಾರೂ ಆಕ್ಷೇಪಿಸದ ಕಾರಣ, ಯಾವುದೇ ಚರ್ಚೆ ನಡೆದಿಲ್ಲ ಮತ್ತು ಮಸೂದೆಯ ಯಾವುದೇ ತಿದ್ದುಪಡಿಗಳನ್ನು ಸೇರಿಸಲಾಗಿಲ್ಲ ಎಂದು ಹೇಳಲಾಗಿದೆ. [677, 1517, 937, 1621]
header-bottom-rule [43, 133, 1486, 135]
banner-unit: ಮೈಸೂರು ಜಿಲ್ಲಾ ಮಂಡಳಿ [1149, 1087, 1262, 1103]
epstein-body [406, 1235, 937, 1622]
body-paragraph: ಲೈಂಗಿಕ ಪ್ರಕರಣಕ್ಕೆ ಸಂಬಂಧಿಸಿದಂತೆ ಫೈಲ್‌ಗಳನ್ನು ಬಿಡುಗಡೆ ಮಾಡಲು ಬಯಸಿದ ಕ್ಯಾಪಿಟಲ್ ಹಿಲ್‌ನಲ್ಲಿರುವವರ ಮೇಲೆ ದಾಳಿ ಮಾಡುವುದನ್ನು ಅಮೆರಿಕಾ ಅಧ್ಯಕ್ಷ ಡೊನಾಲ್ಡ್ ಟ್ರಂಪ್ "ಮರೆಮಾಡಲು ಏನೂ ಇಲ್ಲ" ಎಂದು ಹೇಳಿದ್ದು, ವಾಷಿಂಗ್ಟನ್‌ನಲ್ಲಿ ಕೋಲಾಹಲ ಎಬ್ಬಿಸಿತ್ತು. [677, 1235, 937, 1322]
dalit-headline-line1: ದಲಿತರು, ಮಹಿಳೆಯರ [1014, 646, 1421, 714]
un-body-col3 [942, 1895, 1486, 2078]
body-paragraph: ಹಮಾಸ್‌ನ ಉಪ ರಾಜಕೀಯ ಮುಖ್ಯಸ್ಥ ಮತ್ತು ಗುಂಪಿನ ಮಿಲಿಟರಿ ವಿಭಾಗದ ಸ್ಥಾಪಕ ಸಲೇಹ್ ಅರೌರಿ ಜನವರಿ 2, 2024 ರಂದು ಬೈರುತ್‌ನ ದಕ್ಷಿಣ ಉಪನಗರದಲ್ಲಿ ಇಸ್ರೇಲ್ ಡ್ರೋನ್ ದಾಳಿಯಲ್ಲಿ ಕೊಲ್ಲಲಾಗಿದೆ. ಅಂದಿನಿಂದ ಹಲವಾರು ಇತರ ಹಮಾಸ್ ಅಧಿಕಾರಿಗಳು ದಾಳಿಯಲ್ಲಿ ಹತರಾಗಿದ್ದಾರೆ ಎಂದು ಹೇಳಲಾಗಿದೆ. [1219, 456, 1486, 561]
color-registration-marks-right [1357, 2335, 1429, 2361]
ad-contact: | ಜಾಹೀರಾತಿಗಾಗಿ ಸಂಪರ್ಕಿಸಿ - 94498 71825 [1242, 95, 1458, 110]
body-paragraph: ವಾಷಿಂಗ್ಟನ್,ನ.19– ಲೈಂಗಿಕ ಅಪರಾಧಿ ಹಣಕಾಸುದಾರ ಜೆಫ್ರಿ ಎಪ್ಸ್ಟೀನ್ ಕುರಿತಾದ ಫೈಲ್‌ಗಳನ್ನು ಬಿಡುಗಡೆ ಮಾಡುವಂತೆ ಅಮೆರಿಕಾ ಸರ್ಕಾರ ನ್ಯಾಯಾಂಗ ಇಲಾಖೆಗೆ ಆದೇಶಿಸಲು ಸಂಸತ್ತಿನ ಉಭಯ ಸದನಗಳು ಸಮ್ಮತಿ ನೀಡಿವೆ. [406, 1235, 666, 1305]
header-edition: | Sanjevani, Bangalore [106, 95, 246, 110]
body-paragraph: ಈ ಹೊಸ ವೈಶಿಷ್ಟ್ಯದೊಂದಿಗೆ, ಆಪಲ್ ಐಫೋನ್ ಬಳಕೆದಾರರು ಒಂದೇ ಅಪ್ಲಿಕೇಶನ್‌ನಲ್ಲಿ ವಿಭಿನ್ನ ಖಾತೆಗಳ ನಡುವೆ ಸುಲಭವಾಗಿ ಬದಲಾಯಿಸಲು ಸಾಧ್ಯವಾಗುತ್ತದೆ. ಪ್ರತಿಯೊಂದು ಖಾತೆಯು ತನ್ನದೇ ಆದ ಚಾಟ್, ಅಧಿಸೂಚನೆಗಳು ಮತ್ತು ಗೌಪ್ಯತೆ ಸೆಟ್ಟಿಂಗ್‌ಗಳನ್ನು ಇಟ್ಟುಕೊಳ್ಳುತ್ತದೆ. [56, 632, 376, 701]
epstein-headline-line1: ಜೆಫ್ರಿ ಎಪ್ಸ್ಟೀನ್ ಪ್ರಕರಣ [482, 1093, 861, 1158]
body-paragraph: ಭಾರತದ ಇತಿಹಾಸದಲ್ಲಿ ಶತಶತಮಾನಗಳಿಂದ ದಬ್ಬಾಳಿಕೆ, ಸಾಮಾಜಿಕ ಮತ್ತು ಶೋಷಣೆಗೆ ಒಳಗಾದ ದಲಿತ, ಆದಿವಾಸಿ ಮತ್ತು ಮಹಿಳಾ ಸಮುದಾಯಗಳು ದೌರ್ಜನ್ಯಗಳು ಇಂದಿಗೂ ನಿಂತಿಲ್ಲ. ಬದಲಿಗೆ ಇಂದು ಅವು ಅತ್ಯಂತ ಭಯಾನಕವಾಗಿ ಮುಂದುವರೆಯುತ್ತಿವೆ. [949, 1267, 1212, 1354]
banner-address: ಕೆ.ವಿ.ಭವನ, ನಂ: 02, 2ನೇ ಮೇನ್, ಕಾಮಾಕ್ಷಿ ಆಸ್ಪತ್ರೆ ರಸ್ತೆ, ಸರಸ್ವತಿಪುರಂ, ಮೈಸೂರು–09 [1083, 1113, 1327, 1122]
